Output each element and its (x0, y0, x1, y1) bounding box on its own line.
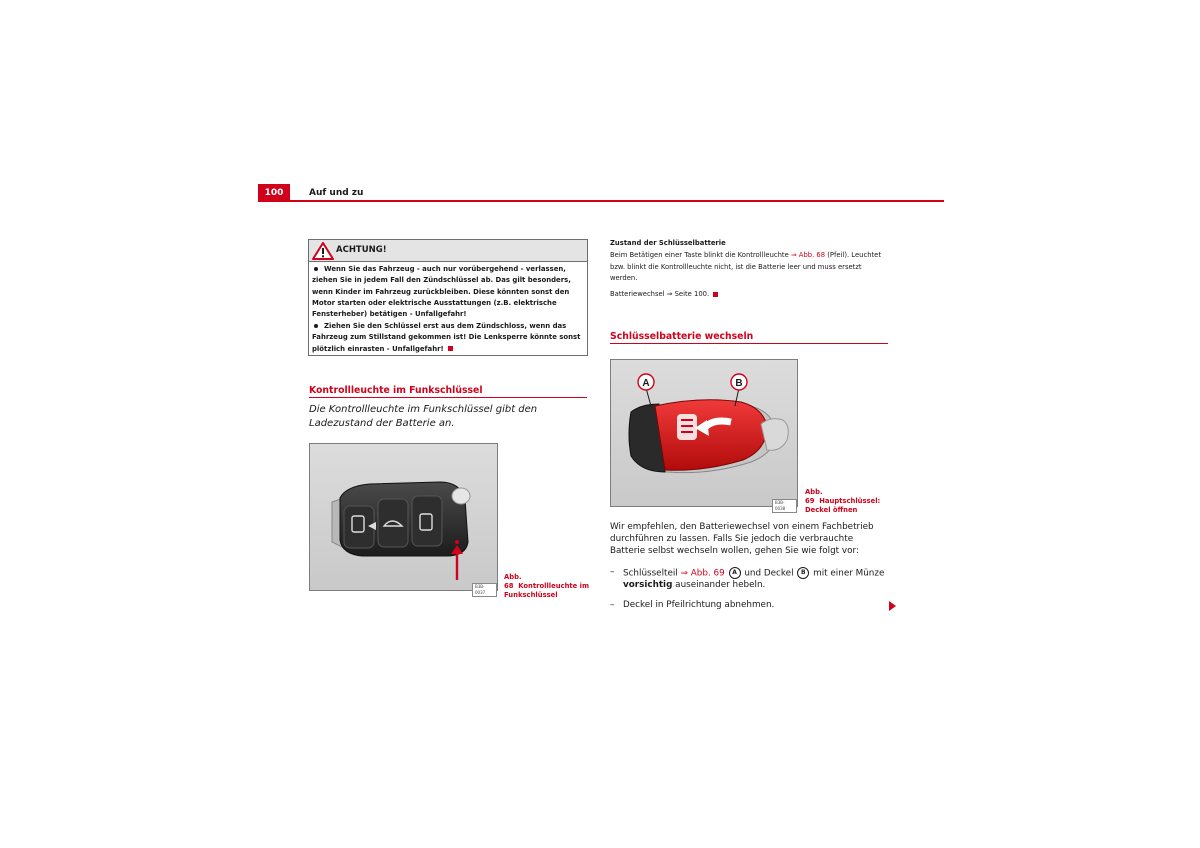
warning-box (308, 239, 588, 356)
callout-a: A (642, 378, 650, 389)
ref-abb-69-link[interactable]: ⇒ Abb. 69 (680, 568, 725, 579)
battery-change-intro: Wir empfehlen, den Batteriewechsel von einem Fachbetrieb durchführen zu lassen. Falls Sie jedoch die verbrauchte Batterie selbst wechseln wollen, gehen Sie wie folgt vor: (610, 522, 874, 556)
warning-paragraph-2: Ziehen Sie den Schlüssel erst aus dem Zündschloss, wenn das Fahrzeug zum Stillstand gekommen ist! Die Lenksperre könnte sonst plötzlich einrasten - Unfallgefahr! (312, 322, 581, 353)
label-b-icon: B (797, 567, 809, 579)
section-rule (309, 397, 587, 398)
figure-code: B3B-0037 (472, 583, 497, 597)
figure-69 (610, 359, 798, 511)
remote-key-illustration (310, 444, 497, 590)
key-cover-illustration (611, 360, 797, 506)
section-intro: Die Kontrollleuchte im Funkschlüssel gibt den Ladezustand der Batterie an. (309, 404, 538, 429)
callout-b: B (735, 378, 743, 389)
warning-header (309, 240, 587, 262)
chapter-title: Auf und zu (309, 188, 364, 198)
battery-status-text: Beim Betätigen einer Taste blinkt die Kontrollleuchte ⇒ Abb. 68 (Pfeil). Leuchtet bzw. blinkt die Kontrollleuchte nicht, ist die Batterie leer und muss ersetzt werden. (610, 251, 882, 282)
section-title-batterie-wechseln: Schlüsselbatterie wechseln (610, 331, 754, 342)
ref-seite-100-link[interactable]: Batteriewechsel ⇒ Seite 100. (610, 290, 710, 298)
warning-title: ACHTUNG! (336, 245, 387, 255)
list-dash: – (610, 567, 615, 577)
step-1: Schlüsselteil ⇒ Abb. 69 A und Deckel B mit einer Münze vorsichtig auseinander hebeln. (623, 568, 885, 591)
list-dash: – (610, 600, 615, 610)
page-number: 100 (258, 184, 290, 202)
ref-abb-68-link[interactable]: ⇒ Abb. 68 (790, 251, 826, 259)
label-a-icon: A (729, 567, 741, 579)
figure-code: B3B-0038 (772, 499, 797, 513)
battery-change-reference (610, 289, 890, 301)
section-title-kontrollleuchte: Kontrollleuchte im Funkschlüssel (309, 385, 483, 396)
battery-status-heading: Zustand der Schlüsselbatterie (610, 239, 726, 247)
warning-triangle-icon (312, 242, 334, 260)
figure-68 (309, 443, 498, 595)
figure-69-caption: Abb. 69 Hauptschlüssel: Deckel öffnen (805, 488, 881, 514)
end-marker-icon (448, 346, 453, 351)
step-2: Deckel in Pfeilrichtung abnehmen. (623, 600, 775, 610)
bullet-icon (314, 267, 318, 271)
end-marker-icon (713, 292, 718, 297)
warning-paragraph-1: Wenn Sie das Fahrzeug - auch nur vorübergehend - verlassen, ziehen Sie in jedem Fall den Zündschlüssel ab. Das gilt besonders, wenn Kinder im Fahrzeug zurückbleiben. Diese könnten sonst den Motor starten oder elektrische Ausstattungen (z.B. elektrische Fensterheber) betätigen - Unfallgefahr! (312, 265, 571, 319)
section-rule (610, 343, 888, 344)
header-rule (258, 200, 944, 202)
next-page-arrow-icon[interactable] (889, 601, 896, 611)
figure-68-caption: Abb. 68 Kontrollleuchte im Funkschlüssel (504, 573, 590, 599)
bullet-icon (314, 324, 318, 328)
